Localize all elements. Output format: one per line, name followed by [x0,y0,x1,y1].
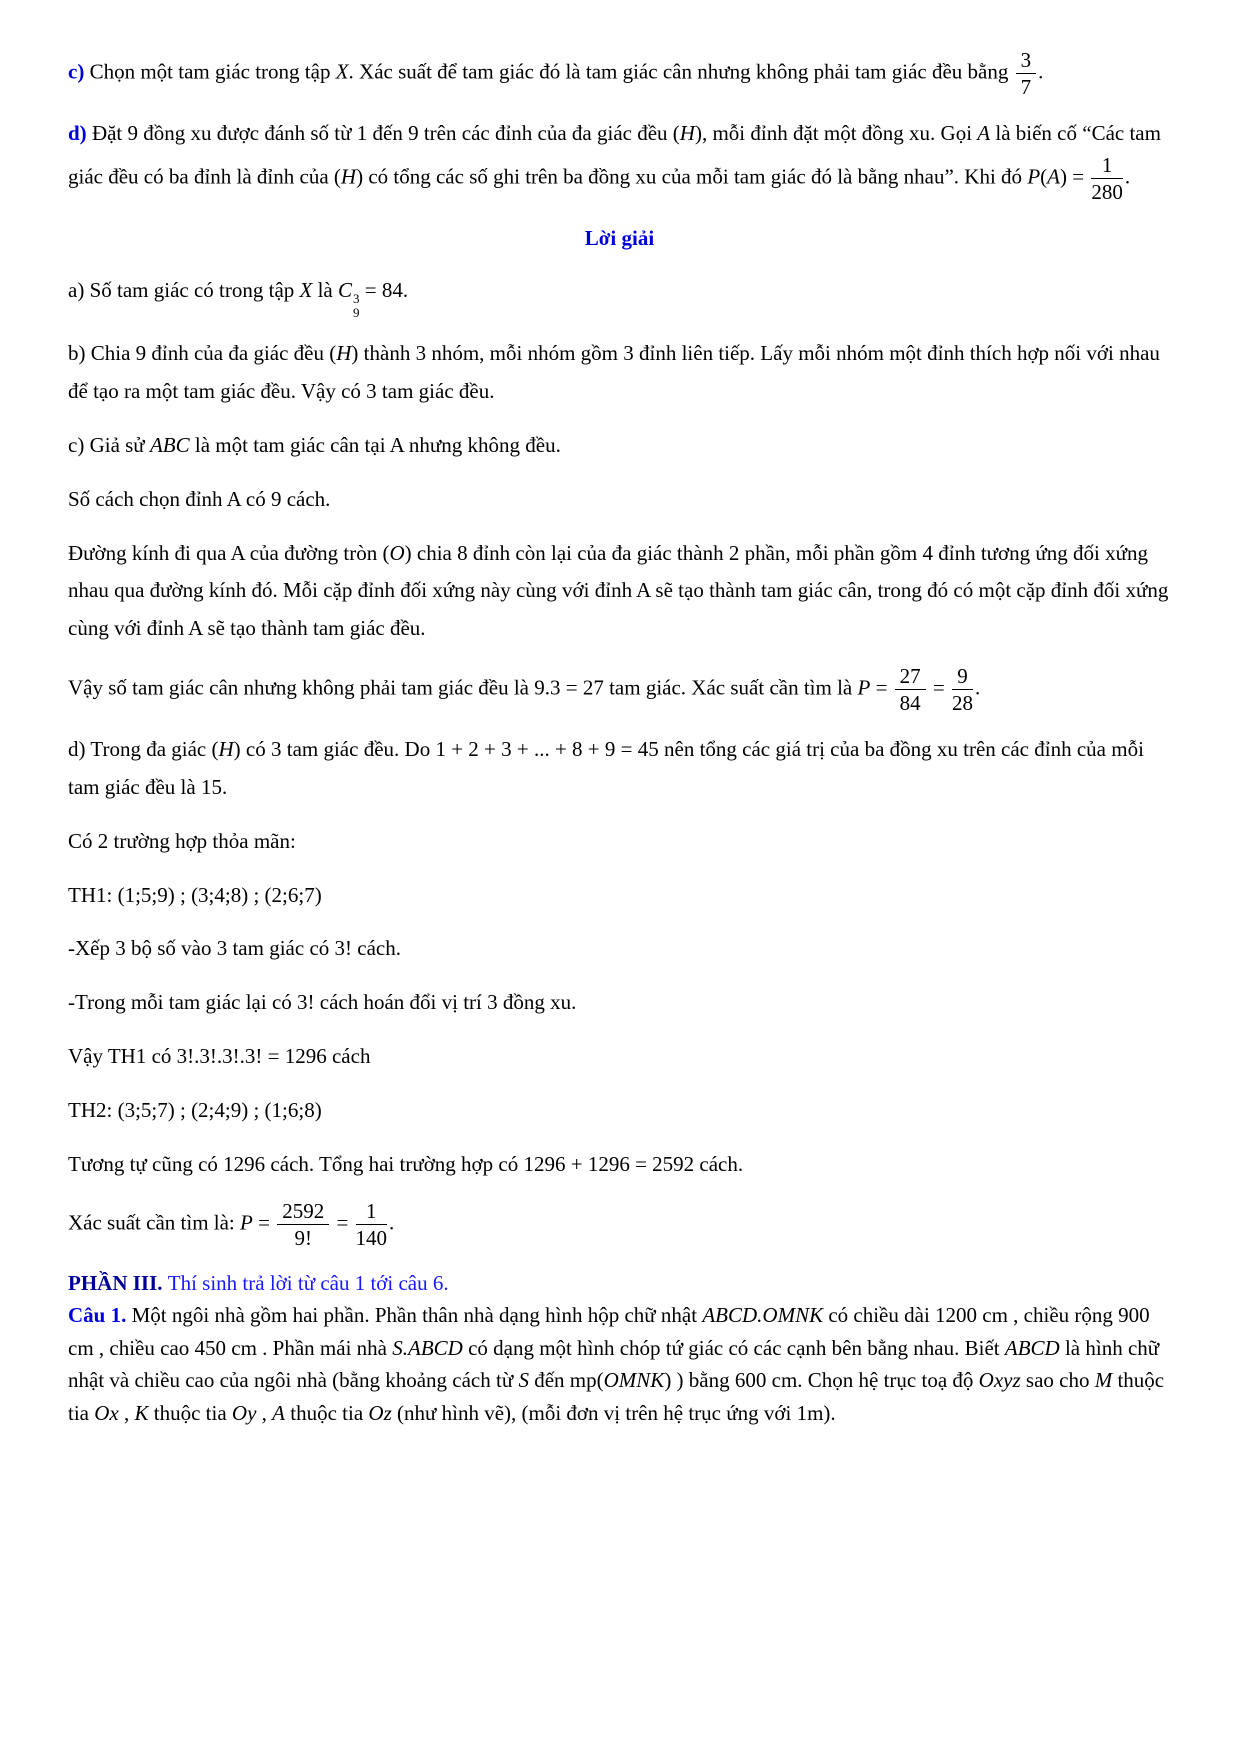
math-variable: H [679,121,695,146]
math-variable: OMNK [603,1368,665,1393]
math-variable: H [340,164,357,189]
math-variable: P [857,675,871,700]
math-variable: Oy [231,1400,257,1425]
math-variable: ABCD [1004,1335,1060,1360]
part-three-section [68,1267,1171,1430]
text-run: Có 2 trường hợp thỏa mãn: [68,828,296,853]
text-run: a) Số tam giác có trong tập [68,278,300,303]
math-variable: H [218,737,234,762]
text-run: ), mỗi đỉnh đặt một đồng xu. Gọi [694,121,978,146]
math-variable: H [336,341,352,366]
text-run: ) ) bằng 600 cm. Chọn hệ trục toạ độ [664,1368,979,1393]
math-variable: S.ABCD [392,1335,463,1360]
problem-c-paragraph [68,48,1171,99]
part-three-heading [68,1267,1171,1300]
combination-subscript: 9 [353,304,360,320]
fraction-denominator: 7 [1020,75,1032,100]
math-variable: A [272,1400,285,1425]
text-run: thuộc tia [285,1400,369,1425]
solution-d-case1-count-paragraph [68,1038,1171,1076]
part-instruction: Thí sinh trả lời từ câu 1 tới câu 6. [167,1270,449,1295]
text-run: = [870,675,893,700]
text-run: . Xác suất để tam giác đó là tam giác cân nhưng không phải tam giác đều bằng [348,59,1014,84]
fraction-denominator: 28 [952,691,974,716]
text-run: là biến cố “Các tam giác đều có ba đỉnh là đỉnh của ( [68,121,1161,189]
text-run: Đặt 9 đồng xu được đánh số từ 1 đến 9 trên các đỉnh của đa giác đều ( [91,121,680,146]
text-run: là một tam giác cân tại A nhưng không đều. [189,432,561,457]
fraction-denominator: 280 [1091,180,1123,205]
text-run: Xác suất cần tìm là: [68,1210,241,1235]
math-variable: A [1047,164,1060,189]
text-run: thuộc tia [148,1400,232,1425]
text-run: Đường kính đi qua A của đường tròn ( [68,540,390,565]
fraction [354,1199,390,1250]
text-run: thuộc tia [68,1368,1165,1425]
math-variable: P [240,1210,253,1235]
text-run: , [256,1400,273,1425]
solution-d-case2-paragraph [68,1092,1171,1130]
text-run: có dạng một hình chóp tứ giác có các cạnh bên bằng nhau. Biết [462,1335,1005,1360]
solution-c-diameter-paragraph [68,535,1171,648]
text-run: là hình chữ nhật và chiều cao của ngôi nhà (bằng khoảng cách từ [68,1335,1160,1393]
solution-d-cases-paragraph [68,823,1171,861]
text-run: ) có 3 tam giác đều. Do 1 + 2 + 3 + ... + 8 + 9 = 45 nên tổng các giá trị của ba đồng xu trên các đỉnh của mỗi tam giác đều là 15. [68,737,1144,799]
text-run: ) thành 3 nhóm, mỗi nhóm gồm 3 đỉnh liên tiếp. Lấy mỗi nhóm một đỉnh thích hợp nối với nhau để tạo ra một tam giác đều. Vậy có 3 tam giác đều. [68,341,1160,404]
text-run: . [389,1210,395,1235]
math-variable: A [977,121,991,146]
text-run: = 84. [359,278,409,303]
text-run: b) Chia 9 đỉnh của đa giác đều ( [68,341,337,366]
fraction-denominator: 84 [899,691,921,716]
fraction-numerator: 27 [895,664,926,690]
text-run: . [1124,164,1131,189]
solution-a-paragraph [68,272,1171,319]
text-run: = [331,1210,354,1235]
text-run: d) Trong đa giác ( [68,737,219,762]
solution-c-count-paragraph [68,481,1171,519]
solution-d-result-paragraph [68,1199,1171,1250]
text-run: TH1: (1;5;9) ; (3;4;8) ; (2;6;7) [68,882,322,907]
solution-heading: Lời giải [584,226,655,251]
text-run: đến mp( [528,1368,604,1393]
combination-base: C [338,278,353,303]
math-variable: Oz [368,1400,392,1425]
text-run: , [118,1400,135,1425]
math-variable: K [134,1400,149,1425]
fraction-numerator: 9 [952,664,973,690]
math-variable: O [389,540,405,565]
solution-d-permute-paragraph [68,984,1171,1022]
fraction-numerator: 1 [1091,153,1123,179]
problem-d-paragraph [68,115,1171,204]
combination-symbol [338,272,360,319]
text-run: -Xếp 3 bộ số vào 3 tam giác có 3! cách. [68,936,401,961]
text-run: c) Giả sử [68,432,150,457]
text-run: = [927,675,951,700]
text-run: có chiều dài 1200 cm , chiều rộng 900 cm , chiều cao 450 cm . Phần mái nhà [68,1303,1150,1360]
text-run: Một ngôi nhà gồm hai phần. Phần thân nhà dạng hình hộp chữ nhật [131,1303,703,1328]
fraction-numerator: 2592 [277,1199,329,1225]
text-run: -Trong mỗi tam giác lại có 3! cách hoán đổi vị trí 3 đồng xu. [68,990,577,1015]
text-run: Chọn một tam giác trong tập [89,59,336,84]
text-run: Tương tự cũng có 1296 cách. Tổng hai trường hợp có 1296 + 1296 = 2592 cách. [68,1151,744,1176]
solution-d-case1-paragraph [68,877,1171,915]
text-run: ) = [1059,164,1090,189]
section-label: c) [68,59,90,84]
solution-c-result-paragraph [68,664,1171,715]
text-run: Vậy TH1 có 3!.3!.3!.3! = 1296 cách [68,1043,371,1068]
solution-d-total-paragraph [68,1146,1171,1184]
text-run: . [975,675,981,700]
fraction-denominator: 140 [355,1226,388,1251]
text-run: ) chia 8 đỉnh còn lại của đa giác thành 2 phần, mỗi phần gồm 4 đỉnh tương ứng đối xứng nhau qua đường kính đó. Mỗi cặp đỉnh đối xứng này cùng với đỉnh A sẽ tạo thành tam giác cân, trong đó có một cặp đỉnh đối xứng cùng với đỉnh A sẽ tạo thành tam giác đều. [68,540,1169,641]
text-run: (như hình vẽ), (mỗi đơn vị trên hệ trục ứng với 1m). [391,1400,836,1425]
math-variable: Oxyz [978,1368,1021,1393]
section-label: d) [68,121,92,146]
solution-c-paragraph [68,427,1171,465]
question-1-paragraph [68,1299,1171,1429]
math-variable: ABCD.OMNK [702,1303,824,1328]
text-run: ) có tổng các số ghi trên ba đồng xu của mỗi tam giác đó là bằng nhau”. Khi đó [356,164,1028,189]
fraction-denominator: 9! [294,1226,312,1251]
math-variable: P [1027,164,1041,189]
text-run: là [312,278,338,303]
math-variable: M [1094,1368,1113,1393]
fraction [893,664,928,715]
fraction [950,664,975,715]
fraction-numerator: 3 [1016,48,1037,74]
text-run: Số cách chọn đỉnh A có 9 cách. [68,486,331,511]
math-variable: Ox [94,1400,119,1425]
text-run: . [1038,59,1044,84]
text-run: TH2: (3;5;7) ; (2;4;9) ; (1;6;8) [68,1097,322,1122]
fraction [275,1199,331,1250]
math-variable: ABC [149,432,190,457]
section-label: Câu 1. [68,1303,132,1328]
math-variable: S [518,1368,529,1393]
text-run: sao cho [1020,1368,1095,1393]
fraction [1089,153,1125,204]
solution-d-arrange-paragraph [68,930,1171,968]
solution-b-paragraph [68,335,1171,411]
fraction [1014,48,1039,99]
text-run: = [252,1210,276,1235]
text-run: Vậy số tam giác cân nhưng không phải tam giác đều là 9.3 = 27 tam giác. Xác suất cần tìm là [68,675,858,700]
math-variable: X [335,59,349,84]
combination-superscript: 3 [353,291,360,306]
part-label: PHẦN III. [68,1270,168,1295]
math-variable: X [299,278,313,303]
fraction-numerator: 1 [356,1199,388,1225]
text-run: ( [1040,164,1048,189]
solution-d-paragraph [68,731,1171,807]
